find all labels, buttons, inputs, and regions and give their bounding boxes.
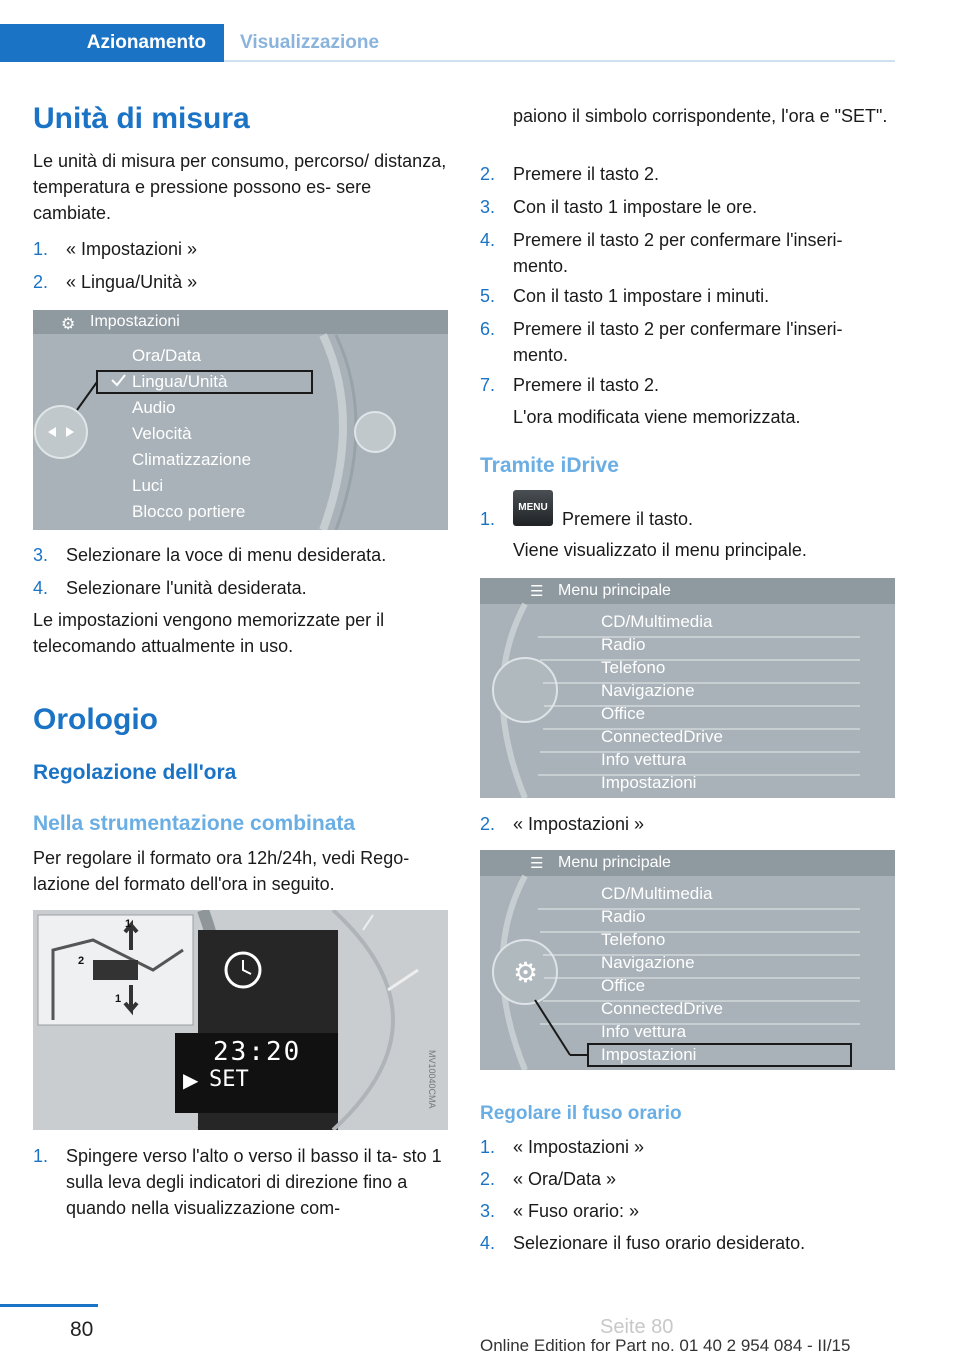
list-text: Selezionare la voce di menu desiderata. — [66, 545, 387, 565]
list-text: « Ora/Data » — [513, 1169, 617, 1189]
list-item — [480, 1134, 895, 1160]
menu-item: Info vettura — [601, 1022, 687, 1041]
menu-item: Luci — [132, 476, 164, 495]
instrument-cluster-image — [33, 910, 448, 1130]
menu-item: Navigazione — [601, 953, 695, 972]
menu-item: Radio — [601, 907, 646, 926]
footer-rule — [0, 1304, 98, 1307]
subsection-title: Regolazione dell'ora — [33, 761, 237, 784]
callout-2: 2 — [78, 955, 85, 967]
list-text: Selezionare il fuso orario desiderato. — [513, 1233, 806, 1253]
list-number: 4. — [33, 578, 49, 598]
list-text: Spingere verso l'alto o verso il basso il ta- sto 1 sulla leva degli indicatori di direzione fino a quando nella visualizzazione com- — [66, 1146, 442, 1218]
menu-item-selected: Lingua/Unità — [132, 372, 228, 391]
list-number: 7. — [480, 375, 496, 395]
list-text: « Fuso orario: » — [513, 1201, 640, 1221]
list-text: « Lingua/Unità » — [66, 272, 198, 292]
set-label: SET — [209, 1067, 249, 1092]
menu-list-icon: ☰ — [530, 855, 544, 872]
section-title-units: Unità di misura — [33, 102, 250, 135]
tab-azionamento[interactable]: Azionamento — [0, 24, 224, 62]
list-text: Premere il tasto 2 per confermare l'inseri- mento. — [513, 230, 843, 276]
page-number: 80 — [70, 1318, 94, 1341]
idrive-title: Tramite iDrive — [480, 454, 619, 477]
list-number: 2. — [480, 814, 496, 834]
list-number: 3. — [480, 1201, 496, 1221]
timezone-steps — [480, 1134, 895, 1264]
list-number: 1. — [33, 1146, 49, 1166]
list-number: 5. — [480, 286, 496, 306]
menu-item: Blocco portiere — [132, 502, 246, 521]
list-text: Premere il tasto 2. — [513, 375, 660, 395]
list-text: Premere il tasto 2. — [513, 164, 660, 184]
menu-item: Navigazione — [601, 681, 695, 700]
cluster-drawing — [33, 910, 448, 1130]
list-text: Con il tasto 1 impostare i minuti. — [513, 286, 770, 306]
list-number: 2. — [33, 272, 49, 292]
gear-icon: ⚙ — [513, 957, 539, 988]
menu-item: Telefono — [601, 930, 666, 949]
list-item — [33, 269, 453, 295]
screen-title: Menu principale — [558, 854, 671, 871]
menu-item: CD/Multimedia — [601, 884, 713, 903]
main-menu-settings-screen-image — [480, 850, 895, 1070]
list-item — [480, 283, 895, 309]
list-number: 6. — [480, 319, 496, 339]
tab-visualizzazione[interactable]: Visualizzazione — [240, 32, 380, 53]
timezone-title: Regolare il fuso orario — [480, 1103, 682, 1124]
list-number: 4. — [480, 230, 496, 250]
list-number: 1. — [480, 509, 496, 529]
menu-item: Climatizzazione — [132, 450, 252, 469]
menu-item: Office — [601, 976, 646, 995]
clock-time: 23:20 — [213, 1037, 302, 1067]
clock-intro: Per regolare il formato ora 12h/24h, vedi Rego- lazione del formato dell'ora in seguito. — [33, 848, 410, 894]
menu-item: Velocità — [132, 424, 192, 443]
units-steps-a — [33, 236, 453, 296]
clock-result: L'ora modificata viene memorizzata. — [513, 407, 801, 427]
play-arrow-icon: ▶ — [183, 1070, 199, 1092]
menu-item-selected: Impostazioni — [601, 1045, 697, 1064]
list-item — [33, 575, 453, 601]
list-item — [480, 227, 895, 279]
idrive-step-2 — [480, 811, 895, 837]
settings-screen-image — [33, 310, 448, 530]
menu-item: Office — [601, 704, 646, 723]
section-title-clock: Orologio — [33, 703, 158, 736]
list-item — [480, 161, 895, 187]
gear-icon: ⚙ — [61, 316, 76, 333]
menu-item: Info vettura — [601, 750, 687, 769]
screen-title: Impostazioni — [90, 313, 180, 330]
watermark: Seite 80 — [600, 1316, 674, 1338]
screen-title: Menu principale — [558, 582, 671, 599]
subsubsection-title: Nella strumentazione combinata — [33, 812, 356, 835]
units-intro: Le unità di misura per consumo, percorso/ distanza, temperatura e pressione possono es- sere cambiate. — [33, 151, 447, 223]
list-text: « Impostazioni » — [513, 814, 645, 834]
list-text: Premere il tasto. — [562, 509, 694, 529]
edition-footer: Online Edition for Part no. 01 40 2 954 084 - II/15 — [480, 1336, 851, 1355]
list-item — [480, 372, 895, 398]
step-continued: paiono il simbolo corrispondente, l'ora e "SET". — [513, 106, 888, 126]
menu-item: Impostazioni — [601, 773, 697, 792]
idrive-result: Viene visualizzato il menu principale. — [513, 540, 807, 560]
list-text: « Impostazioni » — [513, 1137, 645, 1157]
image-code: MV10040CMA — [427, 1050, 437, 1109]
list-number: 3. — [480, 197, 496, 217]
clock-steps — [480, 161, 895, 411]
list-text: Selezionare l'unità desiderata. — [66, 578, 307, 598]
list-number: 4. — [480, 1233, 496, 1253]
list-item — [480, 194, 895, 220]
callout-1-bottom: 1 — [115, 993, 122, 1005]
menu-item: Audio — [132, 398, 176, 417]
list-item — [33, 236, 453, 262]
list-item — [33, 542, 453, 568]
main-menu-screen-image — [480, 578, 895, 798]
callout-1-top: 1 — [125, 918, 132, 930]
list-item — [480, 316, 895, 368]
screen-background — [33, 310, 448, 530]
list-number: 3. — [33, 545, 49, 565]
list-number: 1. — [33, 239, 49, 259]
menu-item: CD/Multimedia — [601, 612, 713, 631]
units-note: Le impostazioni vengono memorizzate per il telecomando attualmente in uso. — [33, 610, 385, 656]
menu-item: Ora/Data — [132, 346, 201, 365]
menu-item: Radio — [601, 635, 646, 654]
list-item — [480, 1166, 895, 1192]
header-rule — [224, 60, 895, 62]
list-number: 2. — [480, 1169, 496, 1189]
list-text: Premere il tasto 2 per confermare l'inseri- mento. — [513, 319, 843, 365]
menu-item: ConnectedDrive — [601, 999, 723, 1018]
clock-step-1 — [33, 1143, 453, 1223]
list-text: « Impostazioni » — [66, 239, 198, 259]
menu-list-icon: ☰ — [530, 583, 544, 600]
list-number: 1. — [480, 1137, 496, 1157]
idrive-step-1 — [480, 490, 895, 530]
list-item — [480, 1230, 895, 1256]
menu-item: ConnectedDrive — [601, 727, 723, 746]
units-steps-b — [33, 542, 453, 602]
list-item — [480, 1198, 895, 1224]
list-number: 2. — [480, 164, 496, 184]
menu-key-icon: MENU — [513, 490, 553, 526]
list-text: Con il tasto 1 impostare le ore. — [513, 197, 758, 217]
menu-item: Telefono — [601, 658, 666, 677]
